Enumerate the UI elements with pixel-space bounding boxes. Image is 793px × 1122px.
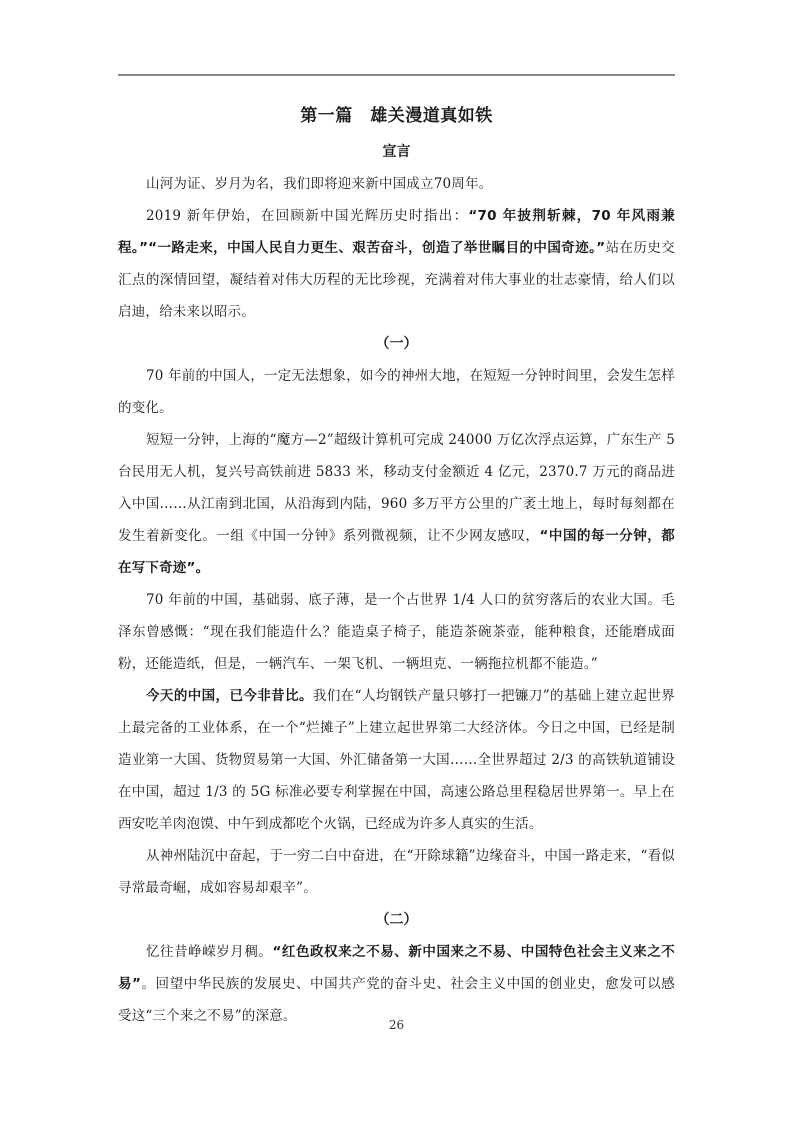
paragraph-emphasis: “红色政权来之不易、新中国来之不易、中国特色社会主义来之不易” (118, 944, 675, 992)
paragraph-emphasis: 今天的中国，已今非昔比。 (146, 688, 313, 704)
intro-paragraphs (118, 168, 675, 328)
paragraph (118, 840, 675, 904)
header-rule (118, 74, 675, 76)
paragraph-text: 从神州陆沉中奋起，于一穷二白中奋进，在“开除球籍”边缘奋斗，中国一路走来，“看似寻常最奇崛，成如容易却艰辛”。 (118, 848, 675, 896)
page-number: 26 (388, 1018, 405, 1032)
chapter-title: 第一篇 雄关漫道真如铁 (300, 106, 493, 126)
paragraph (118, 360, 675, 424)
paragraph-emphasis: “中国的每一分钟，都在写下奇迹”。 (118, 528, 676, 576)
paragraph-text: 我们在“人均钢铁产量只够打一把镰刀”的基础上建立起世界上最完备的工业体系，在一个“烂摊子”上建立起世界第二大经济体。今日之中国，已经是制造业第一大国、货物贸易第一大国、外汇储备第一大国……全世界超过 2/3 的高铁轨道铺设在中国，超过 1/3 的 5G 标准必要专利掌握在中国，高速公路总里程稳居世界第一。早上在西安吃羊肉泡馍、中午到成都吃个火锅，已经成为许多人真实的生活。 (118, 688, 676, 832)
paragraph-text: 短短一分钟，上海的“魔方—2”超级计算机可完成 24000 万亿次浮点运算，广东生产 5 台民用无人机，复兴号高铁前进 5833 米，移动支付金额近 4 亿元，2370.7 万元的商品进入中国……从江南到北国，从沿海到内陆，960 多万平方公里的广袤土地上，每时每刻都在发生着新变化。一组《中国一分钟》系列微视频，让不少网友感叹， (118, 432, 675, 544)
paragraph-text: 2019 新年伊始，在回顾新中国光辉历史时指出： (146, 208, 469, 224)
paragraph-emphasis: “70 年披荆斩棘，70 年风雨兼程。”“一路走来，中国人民自力更生、艰苦奋斗，创造了举世瞩目的中国奇迹。” (118, 208, 675, 256)
paragraph-text: 。回望中华民族的发展史、中国共产党的奋斗史、社会主义中国的创业史，愈发可以感受这“三个来之不易”的深意。 (118, 976, 675, 1024)
paragraph-text: 70 年前的中国人，一定无法想象，如今的神州大地，在短短一分钟时间里，会发生怎样的变化。 (118, 368, 675, 416)
paragraph-text: 忆往昔峥嵘岁月稠。 (146, 944, 273, 960)
paragraph (118, 584, 675, 680)
section-subtitle: 宣言 (382, 144, 411, 160)
paragraph-text: 站在历史交汇点的深情回望，凝结着对伟大历程的无比珍视，充满着对伟大事业的壮志豪情，给人们以启迪，给未来以昭示。 (118, 240, 675, 320)
section-1-paragraphs (118, 360, 675, 904)
paragraph (118, 200, 675, 328)
section-heading-1: （一） (375, 336, 418, 352)
section-heading-2: （二） (375, 912, 418, 928)
paragraph-text: 70 年前的中国，基础弱、底子薄，是一个占世界 1/4 人口的贫穷落后的农业大国。毛泽东曾感慨：“现在我们能造什么？能造桌子椅子，能造茶碗茶壶，能种粮食，还能磨成面粉，还能造纸，但是，一辆汽车、一架飞机、一辆坦克、一辆拖拉机都不能造。” (118, 592, 675, 672)
page-content (118, 96, 675, 1032)
paragraph (118, 424, 675, 584)
paragraph-text: 山河为证、岁月为名，我们即将迎来新中国成立70周年。 (146, 176, 493, 192)
paragraph (118, 680, 675, 840)
paragraph (118, 168, 675, 200)
